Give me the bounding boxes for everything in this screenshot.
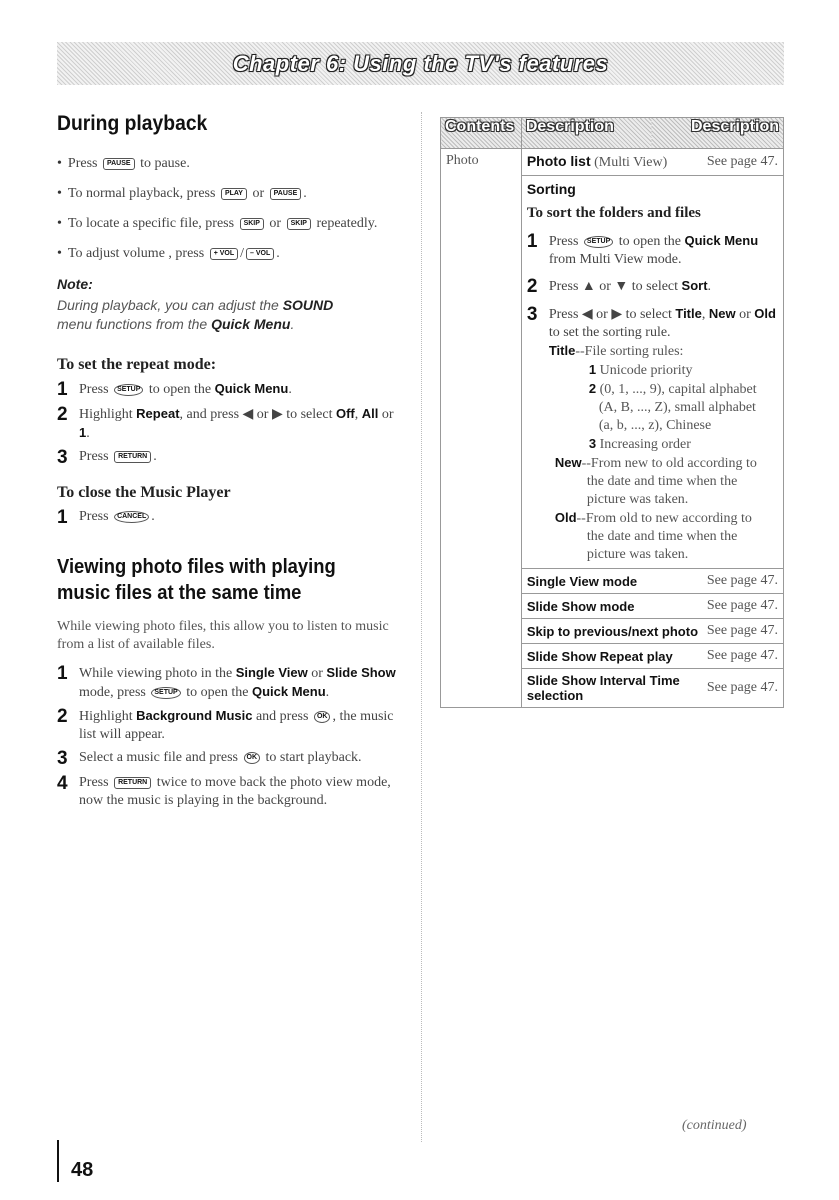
bullet-volume: • To adjust volume , press + VOL / – VOL . xyxy=(57,246,280,261)
table-row: Slide Show Interval Time selection See page 47. xyxy=(441,669,784,708)
sort-title: To sort the folders and files xyxy=(526,205,701,221)
table-row: Skip to previous/next photo See page 47. xyxy=(441,619,784,644)
setup-key-icon: SETUP xyxy=(114,384,143,396)
table-row: Slide Show mode See page 47. xyxy=(441,594,784,619)
photo-description-table xyxy=(440,117,784,708)
pause-key-icon: PAUSE xyxy=(103,158,135,170)
skip-back-key-icon: SKIP xyxy=(240,218,264,230)
header-contents: Contents xyxy=(441,118,522,149)
header-description-1: Description xyxy=(521,118,652,149)
volume-up-key-icon: + VOL xyxy=(210,248,238,260)
old-rule: Old--From old to new according to xyxy=(554,510,752,526)
view-step-3: 3 Select a music file and press OK to start playback. xyxy=(57,748,362,769)
left-column xyxy=(57,112,407,815)
sort-step-3: 3 Press ◀ or ▶ to select Title, New or Old to set the sorting rule. xyxy=(526,304,776,340)
chapter-banner xyxy=(57,42,784,85)
table-header-row xyxy=(441,118,784,149)
return-key-icon: RETURN xyxy=(114,777,151,789)
rule-item: 3 Increasing order xyxy=(588,436,691,452)
setup-key-icon: SETUP xyxy=(584,236,613,248)
close-step-1: 1 Press CANCEL . xyxy=(57,507,155,528)
note-label: Note: xyxy=(57,276,93,292)
skip-forward-key-icon: SKIP xyxy=(287,218,311,230)
row-label: Slide Show Interval Time selection xyxy=(526,673,680,703)
ok-key-icon: OK xyxy=(314,711,331,723)
heading-during-playback: During playback xyxy=(57,112,208,135)
rule-item: 1 Unicode priority xyxy=(588,362,693,378)
view-step-1: 1 While viewing photo in the Single View or Slide Show mode, press SETUP to open the Quick Menu. xyxy=(57,663,396,700)
heading-viewing-photo-music: Viewing photo files with playing music files at the same time xyxy=(57,556,336,604)
pause-key-icon: PAUSE xyxy=(270,188,302,200)
row-label: Slide Show Repeat play xyxy=(526,648,673,664)
repeat-mode-title: To set the repeat mode: xyxy=(57,356,217,373)
title-rule: Title--File sorting rules: xyxy=(548,343,684,359)
bullet-pause: • Press PAUSE to pause. xyxy=(57,156,190,171)
row-label: Skip to previous/next photo xyxy=(526,623,699,639)
view-step-2: 2 Highlight Background Music and press OK , the music list will appear. xyxy=(57,706,394,742)
photo-list-row: Photo list (Multi View) See page 47. xyxy=(526,153,778,170)
bullet-skip: • To locate a specific file, press SKIP or SKIP repeatedly. xyxy=(57,216,378,231)
table-row xyxy=(441,149,784,176)
header-description-2: Description xyxy=(652,118,783,149)
close-player-title: To close the Music Player xyxy=(57,484,231,501)
repeat-step-1: 1 Press SETUP to open the Quick Menu. xyxy=(57,379,292,400)
rule-item: 2 (0, 1, ..., 9), capital alphabet xyxy=(588,381,757,397)
repeat-step-3: 3 Press RETURN . xyxy=(57,447,157,468)
rule-item: (a, b, ..., z), Chinese xyxy=(598,418,712,433)
cancel-key-icon: CANCEL xyxy=(114,511,149,523)
intro-paragraph: While viewing photo files, this allow you to listen to music from a list of available files. xyxy=(57,619,389,652)
note-text: During playback, you can adjust the SOUND menu functions from the Quick Menu. xyxy=(57,297,334,332)
ok-key-icon: OK xyxy=(244,752,261,764)
sort-step-1: 1 Press SETUP to open the Quick Menu from Multi View mode. xyxy=(526,231,759,267)
contents-photo: Photo xyxy=(441,149,522,708)
table-row: Slide Show Repeat play See page 47. xyxy=(441,644,784,669)
sort-step-2: 2 Press ▲ or ▼ to select Sort. xyxy=(526,276,712,297)
volume-down-key-icon: – VOL xyxy=(246,248,274,260)
continued-label: (continued) xyxy=(682,1118,747,1133)
new-rule: New--From new to old according to xyxy=(554,455,757,471)
table-row: Single View mode See page 47. xyxy=(441,569,784,594)
rule-item: (A, B, ..., Z), small alphabet xyxy=(598,400,756,415)
play-key-icon: PLAY xyxy=(221,188,247,200)
view-step-4: 4 Press RETURN twice to move back the photo view mode, now the music is playing in the background. xyxy=(57,773,391,808)
row-label: Slide Show mode xyxy=(526,598,635,614)
repeat-step-2: 2 Highlight Repeat, and press ◀ or ▶ to select Off, All or 1. xyxy=(57,404,394,441)
chapter-title: Chapter 6: Using the TV's features xyxy=(232,50,609,76)
sorting-label: Sorting xyxy=(526,181,576,197)
bullet-play: • To normal playback, press PLAY or PAUSE . xyxy=(57,186,307,201)
column-divider xyxy=(421,112,422,1142)
page-number: 48 xyxy=(57,1140,93,1182)
row-label: Single View mode xyxy=(526,573,638,589)
setup-key-icon: SETUP xyxy=(151,687,180,699)
return-key-icon: RETURN xyxy=(114,451,151,463)
sorting-cell: Sorting To sort the folders and files 1 Press SETUP to open the Quick Menu from Multi View mode. 2 Press ▲ or ▼ to select Sort. 3 Press ◀ or ▶ to select Title, New or Old to set the sorting rule. Title--File sorting rules: 1 Unicode priority 2 (0, 1, ..., 9), capital alphabet (A, B, ..., Z), small alphabet (a, b, ..., z), Chinese 3 Increasing order New--From new to old according to the date and time when the picture was taken. Old--From old to new according to the date and time when the picture was taken. xyxy=(521,176,783,569)
